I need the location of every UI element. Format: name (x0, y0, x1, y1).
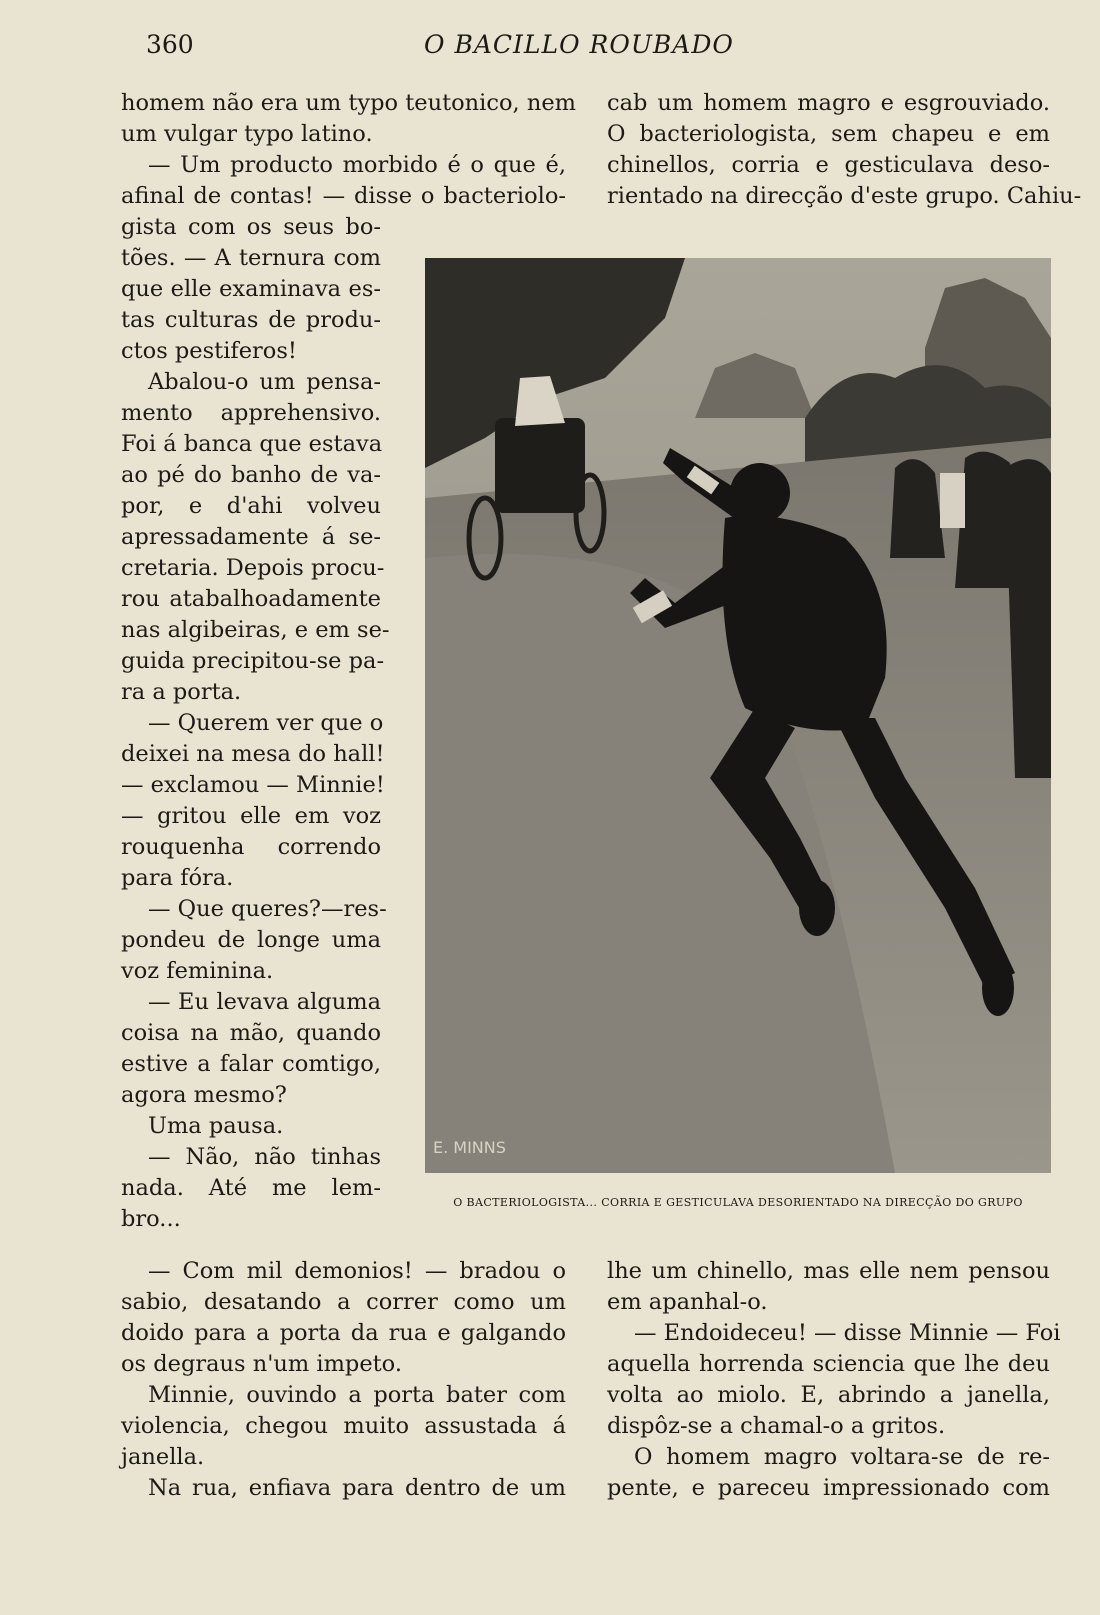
text-line: dispôz-se a chamal-o a gritos. (607, 1413, 946, 1439)
text-line: pondeu de longe uma (121, 927, 381, 953)
text-line: deixei na mesa do hall! (121, 741, 385, 767)
illustration-caption: O BACTERIOLOGISTA... CORRIA E GESTICULAVA DESORIENTADO NA DIRECÇÃO DO GRUPO (453, 1196, 1023, 1209)
text-line: — Não, não tinhas (148, 1144, 381, 1170)
text-line: rientado na direcção d'este grupo. Cahiu- (607, 183, 1082, 209)
text-line: guida precipitou-se pa- (121, 648, 385, 674)
text-line: volta ao miolo. E, abrindo a janella, (607, 1382, 1050, 1408)
text-line: um vulgar typo latino. (121, 121, 373, 147)
text-line: sabio, desatando a correr como um (121, 1289, 566, 1315)
text-line: rouquenha correndo (121, 834, 381, 860)
text-line: tas culturas de produ- (121, 307, 381, 333)
text-line: chinellos, corria e gesticulava deso- (607, 152, 1050, 178)
text-line: por, e d'ahi volveu (121, 493, 381, 519)
text-line: ctos pestiferos! (121, 338, 297, 364)
text-line: mento apprehensivo. (121, 400, 381, 426)
text-line: — Querem ver que o (148, 710, 384, 736)
text-line: violencia, chegou muito assustada á (121, 1413, 566, 1439)
text-line: ao pé do banho de va- (121, 462, 381, 488)
text-line: nas algibeiras, e em se- (121, 617, 390, 643)
text-line: apressadamente á se- (121, 524, 381, 550)
text-line: — Endoideceu! — disse Minnie — Foi (634, 1320, 1061, 1346)
text-line: afinal de contas! — disse o bacteriolo- (121, 183, 566, 209)
text-line: homem não era um typo teutonico, nem (121, 90, 576, 116)
text-line: — gritou elle em voz (121, 803, 381, 829)
text-line: pente, e pareceu impressionado com (607, 1475, 1050, 1501)
right-column-bottom-text (607, 1256, 1061, 1504)
right-column-top-text (607, 88, 1082, 212)
text-line: — Com mil demonios! — bradou o (148, 1258, 566, 1284)
page-number: 360 (146, 30, 194, 59)
text-line: Minnie, ouvindo a porta bater com (148, 1382, 566, 1408)
text-line: tões. — A ternura com (121, 245, 381, 271)
text-line: rou atabalhoadamente (121, 586, 381, 612)
text-line: — Que queres?—res- (148, 896, 387, 922)
text-line: que elle examinava es- (121, 276, 381, 302)
text-line: cretaria. Depois procu- (121, 555, 385, 581)
text-line: Abalou-o um pensa- (148, 369, 381, 395)
text-line: doido para a porta da rua e galgando (121, 1320, 566, 1346)
text-line: Foi á banca que estava (121, 431, 383, 457)
text-line: lhe um chinello, mas elle nem pensou (607, 1258, 1050, 1284)
text-line: — Um producto morbido é o que é, (148, 152, 566, 178)
text-line: aquella horrenda sciencia que lhe deu (607, 1351, 1050, 1377)
text-line: nada. Até me lem- (121, 1175, 381, 1201)
illustrator-signature: E. MINNS (433, 1138, 506, 1157)
text-line: ra a porta. (121, 679, 242, 705)
text-line: gista com os seus bo- (121, 214, 381, 240)
text-line: — exclamou — Minnie! (121, 772, 385, 798)
text-line: cab um homem magro e esgrouviado. (607, 90, 1050, 116)
text-line: agora mesmo? (121, 1082, 287, 1108)
text-line: janella. (121, 1444, 205, 1470)
story-illustration (425, 258, 1051, 1173)
text-line: O homem magro voltara-se de re- (634, 1444, 1050, 1470)
text-line: — Eu levava alguma (148, 989, 381, 1015)
text-line: estive a falar comtigo, (121, 1051, 381, 1077)
text-line: para fóra. (121, 865, 234, 891)
page-header (146, 30, 746, 60)
text-line: Na rua, enfiava para dentro de um (148, 1475, 566, 1501)
text-line: Uma pausa. (148, 1113, 284, 1139)
text-line: O bacteriologista, sem chapeu e em (607, 121, 1050, 147)
text-line: os degraus n'um impeto. (121, 1351, 402, 1377)
left-column-top-text (121, 88, 576, 243)
left-column-bottom-text (121, 1256, 566, 1504)
engraving-image (425, 258, 1051, 1173)
left-column-narrow-text (121, 243, 390, 1235)
running-title: O BACILLO ROUBADO (424, 30, 734, 59)
text-line: voz feminina. (121, 958, 274, 984)
text-line: bro... (121, 1206, 181, 1232)
text-line: em apanhal-o. (607, 1289, 768, 1315)
text-line: coisa na mão, quando (121, 1020, 381, 1046)
